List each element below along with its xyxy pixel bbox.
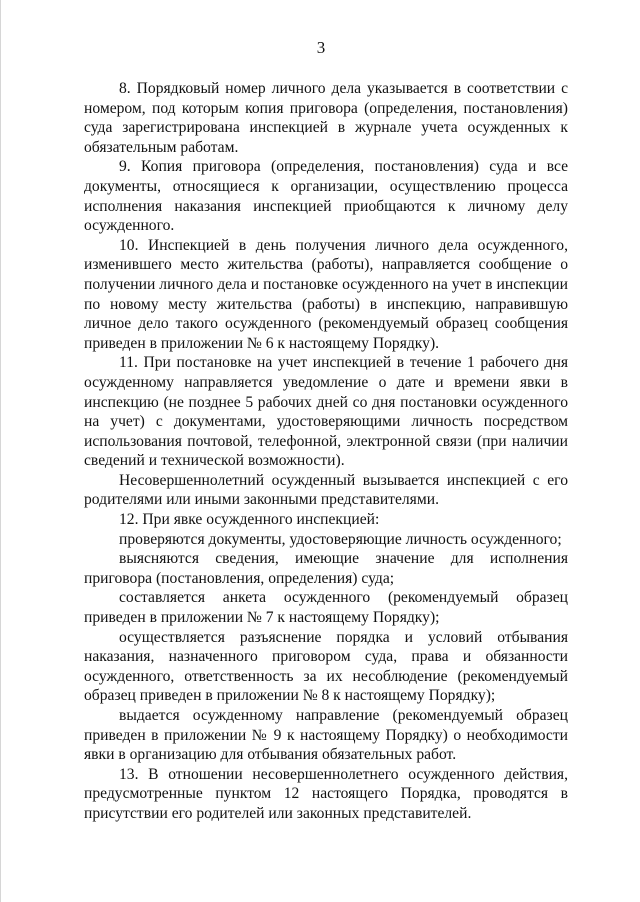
paragraph-minor-summons: Несовершеннолетний осужденный вызывается инспекцией с его родителями или иными законными представителями.: [84, 471, 568, 509]
list-item-information-clarification: выясняются сведения, имеющие значение для исполнения приговора (постановления, определения) суда;: [84, 550, 568, 587]
paragraph-item-12: 12. При явке осужденного инспекцией:: [119, 511, 380, 529]
paragraph-item-11: 11. При постановке на учет инспекцией в течение 1 рабочего дня осужденному направляется уведомление о дате и времени явки в инспекцию (не позднее 5 рабочих дней со дня постановки осужденного на учет) с документами, удостоверяющими личность посредством использования почтовой, телефонной, электронной связи (при наличии сведений и технической возможности).: [84, 354, 568, 470]
paragraph-item-10: 10. Инспекцией в день получения личного дела осужденного, изменившего место жительства (работы), направляется сообщение о получении личного дела и постановке осужденного на учет в инспекции по новому месту жительства (работы) в инспекцию, направившую личное дело такого осужденного (рекомендуемый образец сообщения приведен в приложении № 6 к настоящему Порядку).: [84, 236, 568, 352]
list-item-explanation: осуществляется разъяснение порядка и условий отбывания наказания, назначенного приговором суда, права и обязанности осужденного, ответственность за их несоблюдение (рекомендуемый образец приведен в приложении № 8 к настоящему Порядку);: [84, 628, 568, 705]
list-item-referral: выдается осужденному направление (рекомендуемый образец приведен в приложении № 9 к настоящему Порядку) о необходимости явки в организацию для отбывания обязательных работ.: [84, 707, 568, 764]
page-number: 3: [316, 38, 326, 57]
paragraph-item-13: 13. В отношении несовершеннолетнего осужденного действия, предусмотренные пунктом 12 настоящего Порядка, проводятся в присутствии его родителей или законных представителей.: [84, 765, 568, 822]
paragraph-item-8: 8. Порядковый номер личного дела указывается в соответствии с номером, под которым копия приговора (определения, постановления) суда зарегистрирована инспекцией в журнале учета осужденных к обязательным работам.: [84, 80, 568, 156]
document-body: [84, 79, 568, 824]
list-item-questionnaire: составляется анкета осужденного (рекомендуемый образец приведен в приложении № 7 к настоящему Порядку);: [84, 589, 568, 627]
paragraph-item-9: 9. Копия приговора (определения, постановления) суда и все документы, относящиеся к организации, осуществлению процесса исполнения наказания инспекцией приобщаются к личному делу осужденного.: [84, 158, 568, 235]
list-item-documents-check: проверяются документы, удостоверяющие личность осужденного;: [119, 530, 562, 548]
